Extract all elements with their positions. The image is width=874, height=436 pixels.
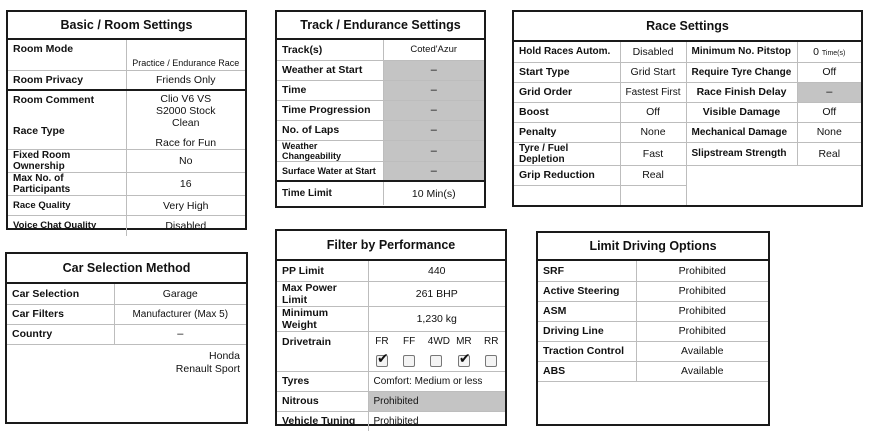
car-selection-value: Garage (114, 284, 246, 304)
drivetrain-mr-checkbox[interactable] (458, 355, 470, 367)
race-type-label: Race Type (13, 125, 65, 137)
car-selection-title: Car Selection Method (7, 254, 246, 284)
surface-water-value: – (383, 161, 484, 181)
basic-room-settings-panel (6, 10, 247, 230)
table-row (514, 102, 861, 122)
voice-chat-quality-label: Voice Chat Quality (8, 216, 126, 236)
abs-label: ABS (538, 361, 636, 381)
tyre-fuel-depletion-label: Tyre / Fuel Depletion (514, 142, 620, 165)
track-endurance-panel (275, 10, 486, 208)
slipstream-strength-label: Slipstream Strength (686, 142, 797, 165)
start-type-label: Start Type (514, 62, 620, 82)
slipstream-strength-value: Real (797, 142, 861, 165)
drivetrain-label: Drivetrain (277, 331, 368, 371)
driving-line-label: Driving Line (538, 321, 636, 341)
time-progression-value: – (383, 100, 484, 120)
car-filters-value: Manufacturer (Max 5) (114, 304, 246, 324)
drivetrain-4wd-checkbox[interactable] (430, 355, 442, 367)
room-privacy-value: Friends Only (126, 70, 245, 90)
drivetrain-ff-cell (395, 351, 422, 371)
traction-control-value: Available (636, 341, 768, 361)
table-row (514, 142, 861, 165)
grip-reduction-value: Real (620, 165, 686, 185)
tyre-fuel-depletion-value: Fast (620, 142, 686, 165)
table-row (514, 62, 861, 82)
table-row (7, 324, 246, 344)
table-row (538, 301, 768, 321)
drivetrain-4wd-cell (423, 351, 450, 371)
abs-value: Available (636, 361, 768, 381)
active-steering-value: Prohibited (636, 281, 768, 301)
minimum-weight-label: Minimum Weight (277, 306, 368, 331)
table-row (277, 100, 484, 120)
manufacturer-list (176, 350, 240, 376)
max-power-limit-label: Max Power Limit (277, 281, 368, 306)
table-row (8, 150, 245, 173)
table-row (277, 391, 505, 411)
limit-driving-options-title: Limit Driving Options (538, 233, 768, 261)
car-selection-label: Car Selection (7, 284, 114, 304)
table-row (8, 216, 245, 236)
visible-damage-value: Off (797, 102, 861, 122)
basic-room-settings-table (8, 40, 245, 236)
drivetrain-ff-checkbox[interactable] (403, 355, 415, 367)
room-mode-value: Practice / Endurance Race (126, 40, 245, 70)
drivetrain-rr-cell (478, 351, 505, 371)
room-comment-key: Room Comment (13, 94, 95, 106)
race-quality-value: Very High (126, 196, 245, 216)
table-row (538, 321, 768, 341)
tyres-value: Comfort: Medium or less (368, 371, 505, 391)
table-row (277, 261, 505, 281)
drivetrain-mr-label: MR (456, 335, 472, 347)
boost-value: Off (620, 102, 686, 122)
table-row (277, 331, 505, 351)
race-type-value: Race for Fun (155, 137, 217, 149)
time-limit-label: Time Limit (277, 181, 383, 205)
race-settings-panel (512, 10, 863, 207)
table-row (514, 82, 861, 102)
empty-cell (620, 185, 686, 205)
min-pitstop-unit: Time(s) (821, 49, 846, 57)
time-limit-value: 10 Min(s) (383, 181, 484, 205)
table-row (514, 42, 861, 62)
vehicle-tuning-value: Prohibited (368, 411, 505, 431)
require-tyre-change-label: Require Tyre Change (686, 62, 797, 82)
table-row (538, 341, 768, 361)
empty-cell (797, 185, 861, 205)
max-power-limit-value: 261 BHP (368, 281, 505, 306)
weather-at-start-label: Weather at Start (277, 60, 383, 80)
country-value: – (114, 324, 246, 344)
traction-control-label: Traction Control (538, 341, 636, 361)
vehicle-tuning-label: Vehicle Tuning (277, 411, 368, 431)
penalty-value: None (620, 122, 686, 142)
table-row (8, 70, 245, 90)
table-row (538, 261, 768, 281)
empty-cell (797, 165, 861, 185)
require-tyre-change-value: Off (797, 62, 861, 82)
race-settings-title: Race Settings (514, 12, 861, 42)
min-pitstop-label: Minimum No. Pitstop (686, 42, 797, 62)
no-of-laps-value: – (383, 120, 484, 140)
room-comment-text: Clio V6 VS S2000 Stock Clean (155, 93, 216, 129)
table-row (514, 122, 861, 142)
empty-cell (686, 185, 797, 205)
track-endurance-table (277, 40, 484, 205)
table-row (8, 90, 245, 150)
weather-changeability-value: – (383, 140, 484, 161)
table-row (7, 284, 246, 304)
room-comment-value (126, 90, 245, 150)
srf-value: Prohibited (636, 261, 768, 281)
room-comment-label (8, 90, 126, 150)
race-settings-table (514, 42, 861, 205)
visible-damage-label: Visible Damage (686, 102, 797, 122)
table-row (514, 165, 861, 185)
weather-changeability-label: Weather Changeability (277, 140, 383, 161)
table-row (277, 120, 484, 140)
drivetrain-ff-label: FF (402, 335, 416, 347)
active-steering-label: Active Steering (538, 281, 636, 301)
table-row (277, 281, 505, 306)
hold-races-value: Disabled (620, 42, 686, 62)
grid-order-value: Fastest First (620, 82, 686, 102)
grid-order-label: Grid Order (514, 82, 620, 102)
table-row (8, 40, 245, 70)
srf-label: SRF (538, 261, 636, 281)
hold-races-label: Hold Races Autom. (514, 42, 620, 62)
drivetrain-fr-cell (368, 351, 395, 371)
table-row (277, 411, 505, 431)
max-participants-label: Max No. of Participants (8, 173, 126, 196)
fixed-room-ownership-label: Fixed Room Ownership (8, 150, 126, 173)
min-pitstop-value (797, 42, 861, 62)
drivetrain-mr-cell (450, 351, 477, 371)
drivetrain-rr-label: RR (484, 335, 499, 347)
fixed-room-ownership-value: No (126, 150, 245, 173)
filter-by-performance-panel (275, 229, 507, 426)
table-row (277, 306, 505, 331)
nitrous-value: Prohibited (368, 391, 505, 411)
min-pitstop-number: 0 (813, 45, 819, 58)
filter-by-performance-table (277, 261, 505, 431)
boost-label: Boost (514, 102, 620, 122)
tyres-label: Tyres (277, 371, 368, 391)
limit-driving-options-panel (536, 231, 770, 426)
asm-label: ASM (538, 301, 636, 321)
table-row (538, 281, 768, 301)
basic-room-settings-title: Basic / Room Settings (8, 12, 245, 40)
track-endurance-title: Track / Endurance Settings (277, 12, 484, 40)
table-row (514, 185, 861, 205)
tracks-label: Track(s) (277, 40, 383, 60)
race-finish-delay-label: Race Finish Delay (686, 82, 797, 102)
grip-reduction-label: Grip Reduction (514, 165, 620, 185)
time-label: Time (277, 80, 383, 100)
table-row (277, 371, 505, 391)
nitrous-label: Nitrous (277, 391, 368, 411)
empty-cell (514, 185, 620, 205)
time-progression-label: Time Progression (277, 100, 383, 120)
country-label: Country (7, 324, 114, 344)
asm-value: Prohibited (636, 301, 768, 321)
drivetrain-fr-checkbox[interactable] (376, 355, 388, 367)
pp-limit-label: PP Limit (277, 261, 368, 281)
pp-limit-value: 440 (368, 261, 505, 281)
driving-line-value: Prohibited (636, 321, 768, 341)
tracks-value: Coted'Azur (383, 40, 484, 60)
minimum-weight-value: 1,230 kg (368, 306, 505, 331)
filter-by-performance-title: Filter by Performance (277, 231, 505, 261)
table-row (8, 173, 245, 196)
time-value: – (383, 80, 484, 100)
drivetrain-fr-label: FR (375, 335, 389, 347)
manufacturer-item: Renault Sport (175, 363, 240, 375)
race-finish-delay-value: – (797, 82, 861, 102)
mechanical-damage-label: Mechanical Damage (686, 122, 797, 142)
max-participants-value: 16 (126, 173, 245, 196)
limit-driving-options-table (538, 261, 768, 382)
race-quality-label: Race Quality (8, 196, 126, 216)
table-row (277, 60, 484, 80)
table-row (8, 196, 245, 216)
drivetrain-4wd-label: 4WD (427, 335, 451, 347)
car-selection-table (7, 284, 246, 345)
table-row (277, 140, 484, 161)
car-filters-label: Car Filters (7, 304, 114, 324)
table-row (538, 361, 768, 381)
empty-cell (686, 165, 797, 185)
table-row (277, 181, 484, 205)
room-privacy-label: Room Privacy (8, 70, 126, 90)
drivetrain-rr-checkbox[interactable] (485, 355, 497, 367)
table-row (277, 40, 484, 60)
weather-at-start-value: – (383, 60, 484, 80)
mechanical-damage-value: None (797, 122, 861, 142)
car-selection-panel (5, 252, 248, 424)
room-mode-label: Room Mode (8, 40, 126, 70)
surface-water-label: Surface Water at Start (277, 161, 383, 181)
start-type-value: Grid Start (620, 62, 686, 82)
manufacturer-item: Honda (209, 350, 240, 362)
table-row (7, 304, 246, 324)
voice-chat-quality-value: Disabled (126, 216, 245, 236)
table-row (277, 161, 484, 181)
penalty-label: Penalty (514, 122, 620, 142)
no-of-laps-label: No. of Laps (277, 120, 383, 140)
table-row (277, 80, 484, 100)
